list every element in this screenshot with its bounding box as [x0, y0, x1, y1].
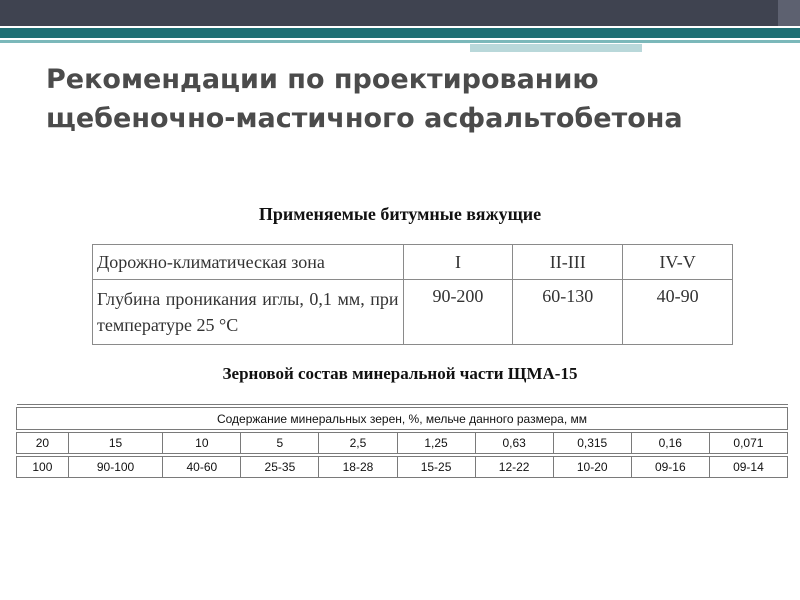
table-row [93, 280, 733, 345]
grain-caption: Содержание минеральных зерен, %, мельче данного размера, мм [17, 408, 788, 430]
content-cell: 40-60 [163, 457, 241, 478]
zone-cell: II-III [513, 245, 623, 280]
penetration-cell: 40-90 [623, 280, 733, 345]
content-cell: 90-100 [68, 457, 163, 478]
penetration-cell: 60-130 [513, 280, 623, 345]
size-cell: 0,63 [475, 433, 553, 454]
grain-table [16, 404, 788, 478]
content-cell: 18-28 [319, 457, 397, 478]
content-cell: 10-20 [553, 457, 631, 478]
table-row [17, 457, 788, 478]
zone-label: Дорожно-климатическая зона [93, 245, 404, 280]
slide-title: Рекомендации по проектированию щебеночно-мастичного асфальтобетона [46, 64, 683, 134]
top-teal-line [0, 40, 800, 43]
binders-table [92, 244, 733, 345]
size-cell: 0,16 [631, 433, 709, 454]
size-cell: 0,071 [709, 433, 787, 454]
size-cell: 5 [241, 433, 319, 454]
binders-subtitle: Применяемые битумные вяжущие [258, 204, 542, 224]
penetration-label: Глубина проникания иглы, 0,1 мм, при температуре 25 °С [93, 280, 404, 345]
size-cell: 2,5 [319, 433, 397, 454]
content-cell: 09-14 [709, 457, 787, 478]
penetration-cell: 90-200 [403, 280, 513, 345]
size-cell: 20 [17, 433, 69, 454]
content-cell: 25-35 [241, 457, 319, 478]
table-row [93, 245, 733, 280]
top-dark-bar [0, 0, 800, 26]
content-cell: 12-22 [475, 457, 553, 478]
size-cell: 15 [68, 433, 163, 454]
zone-cell: I [403, 245, 513, 280]
content-cell: 15-25 [397, 457, 475, 478]
table-row [17, 433, 788, 454]
size-cell: 0,315 [553, 433, 631, 454]
content-cell: 09-16 [631, 457, 709, 478]
size-cell: 10 [163, 433, 241, 454]
size-cell: 1,25 [397, 433, 475, 454]
table-row [17, 408, 788, 430]
top-bar-cap [778, 0, 800, 26]
top-light-bar [470, 44, 642, 52]
grain-subtitle: Зерновой состав минеральной части ЩМА-15 [222, 364, 578, 383]
zone-cell: IV-V [623, 245, 733, 280]
content-cell: 100 [17, 457, 69, 478]
top-teal-bar [0, 28, 800, 38]
